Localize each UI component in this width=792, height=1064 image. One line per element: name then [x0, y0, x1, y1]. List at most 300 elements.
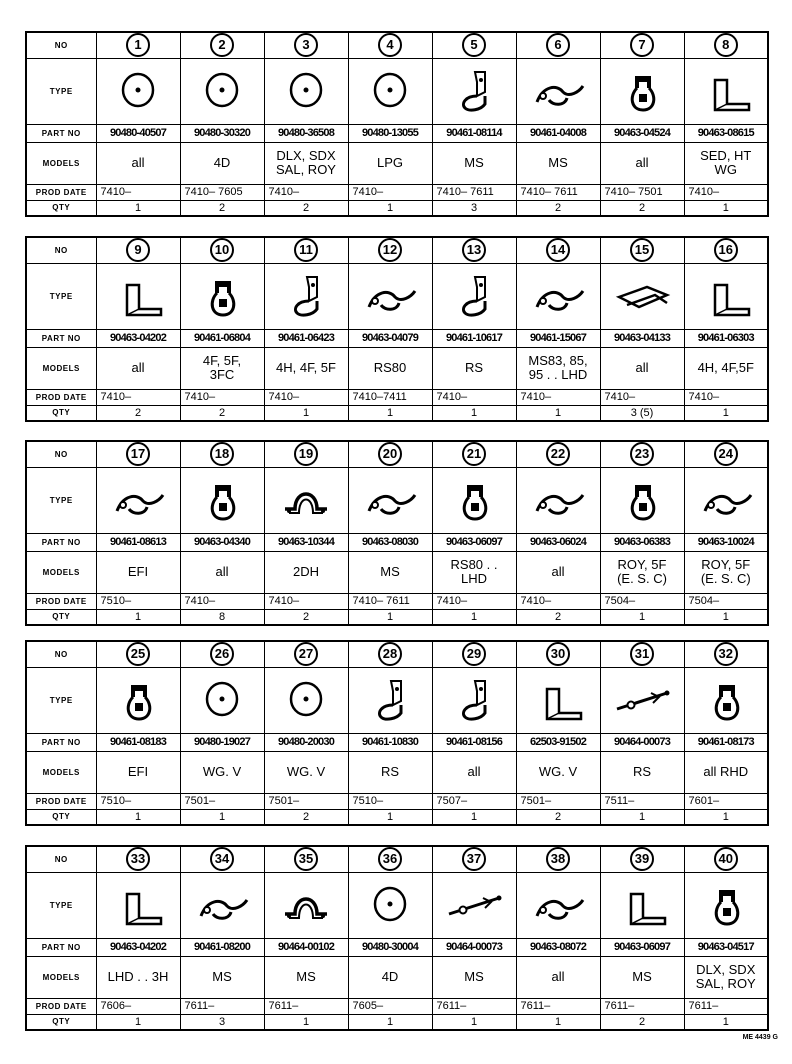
prod-date-cell: 7410– 7611 — [348, 593, 432, 609]
part-number: 90463-04340 — [180, 533, 264, 551]
wire-clamp-icon — [348, 467, 432, 533]
item-number: 35 — [294, 847, 318, 871]
models-cell: RS — [348, 751, 432, 793]
row-label-qty: QTY — [26, 809, 96, 825]
qty-cell: 1 — [432, 609, 516, 625]
models-cell: 4D — [348, 956, 432, 998]
l-clip-icon — [684, 58, 768, 124]
models-cell: all — [96, 347, 180, 389]
row-label-part-no: PART NO — [26, 329, 96, 347]
item-number-cell — [600, 441, 684, 467]
item-number: 4 — [378, 33, 402, 57]
clip-icon — [432, 467, 516, 533]
models-cell: MS83, 85, 95 . . LHD — [516, 347, 600, 389]
row-label-models: MODELS — [26, 956, 96, 998]
prod-date-cell: 7410– — [684, 184, 768, 200]
clip-icon — [180, 467, 264, 533]
row-label-part-no: PART NO — [26, 533, 96, 551]
prod-date-cell: 7410– — [264, 184, 348, 200]
models-cell: MS — [516, 142, 600, 184]
row-prod-date — [26, 793, 768, 809]
part-number: 90461-10617 — [432, 329, 516, 347]
item-number-cell — [96, 641, 180, 667]
prod-date-cell: 7410– — [432, 389, 516, 405]
qty-cell: 2 — [180, 405, 264, 421]
item-number-cell — [96, 237, 180, 263]
qty-cell: 1 — [264, 405, 348, 421]
row-label-models: MODELS — [26, 751, 96, 793]
item-number-cell — [600, 641, 684, 667]
prod-date-cell: 7611– — [180, 998, 264, 1014]
parts-table — [25, 31, 769, 217]
item-number-cell — [432, 32, 516, 58]
models-cell: MS — [432, 956, 516, 998]
wire-clamp-icon — [516, 872, 600, 938]
qty-cell: 1 — [264, 1014, 348, 1030]
part-number: 90461-04008 — [516, 124, 600, 142]
models-cell: MS — [264, 956, 348, 998]
prod-date-cell: 7410– — [600, 389, 684, 405]
item-number-cell — [516, 237, 600, 263]
part-number: 90461-08114 — [432, 124, 516, 142]
prod-date-cell: 7410– — [264, 593, 348, 609]
item-number-cell — [348, 237, 432, 263]
prod-date-cell: 7410– 7501 — [600, 184, 684, 200]
item-number-cell — [600, 237, 684, 263]
models-cell: RS80 . . LHD — [432, 551, 516, 593]
prod-date-cell: 7410– — [180, 389, 264, 405]
row-no — [26, 32, 768, 58]
part-number: 90461-10830 — [348, 733, 432, 751]
part-number: 90463-04202 — [96, 329, 180, 347]
grommet-icon — [180, 58, 264, 124]
qty-cell: 1 — [684, 1014, 768, 1030]
models-cell: all — [516, 551, 600, 593]
models-cell: MS — [432, 142, 516, 184]
item-number-cell — [180, 441, 264, 467]
models-cell: ROY, 5F (E. S. C) — [600, 551, 684, 593]
qty-cell: 1 — [516, 1014, 600, 1030]
bracket-clamp-icon — [264, 263, 348, 329]
item-number: 5 — [462, 33, 486, 57]
qty-cell: 2 — [264, 809, 348, 825]
prod-date-cell: 7410– 7605 — [180, 184, 264, 200]
part-number: 90463-10024 — [684, 533, 768, 551]
item-number-cell — [684, 32, 768, 58]
l-clip-icon — [516, 667, 600, 733]
item-number: 33 — [126, 847, 150, 871]
l-clip-icon — [96, 872, 180, 938]
part-number: 90463-04133 — [600, 329, 684, 347]
row-label-qty: QTY — [26, 200, 96, 216]
flat-clip-icon — [600, 263, 684, 329]
cable-tie-icon — [600, 667, 684, 733]
bracket-clamp-icon — [432, 58, 516, 124]
prod-date-cell: 7504– — [684, 593, 768, 609]
item-number-cell — [684, 846, 768, 872]
row-label-type: TYPE — [26, 263, 96, 329]
qty-cell: 2 — [180, 200, 264, 216]
models-cell: MS — [348, 551, 432, 593]
row-part-no — [26, 124, 768, 142]
parts-table — [25, 440, 769, 626]
models-cell: all — [600, 142, 684, 184]
row-no — [26, 846, 768, 872]
prod-date-cell: 7605– — [348, 998, 432, 1014]
prod-date-cell: 7611– — [264, 998, 348, 1014]
models-cell: WG. V — [264, 751, 348, 793]
qty-cell: 2 — [600, 1014, 684, 1030]
qty-cell: 1 — [348, 809, 432, 825]
prod-date-cell: 7611– — [516, 998, 600, 1014]
prod-date-cell: 7410– — [264, 389, 348, 405]
models-cell: MS — [180, 956, 264, 998]
part-number: 90463-04079 — [348, 329, 432, 347]
row-part-no — [26, 733, 768, 751]
row-label-no: NO — [26, 641, 96, 667]
item-number: 34 — [210, 847, 234, 871]
qty-cell: 1 — [96, 200, 180, 216]
prod-date-cell: 7611– — [432, 998, 516, 1014]
models-cell: RS — [432, 347, 516, 389]
grommet-icon — [264, 667, 348, 733]
row-label-type: TYPE — [26, 872, 96, 938]
qty-cell: 1 — [348, 1014, 432, 1030]
models-cell: ROY, 5F (E. S. C) — [684, 551, 768, 593]
row-prod-date — [26, 593, 768, 609]
row-type — [26, 58, 768, 124]
item-number: 6 — [546, 33, 570, 57]
qty-cell: 1 — [516, 405, 600, 421]
row-qty — [26, 1014, 768, 1030]
part-number: 90463-04202 — [96, 938, 180, 956]
part-number: 90463-10344 — [264, 533, 348, 551]
row-models — [26, 551, 768, 593]
row-models — [26, 142, 768, 184]
models-cell: RS80 — [348, 347, 432, 389]
item-number: 36 — [378, 847, 402, 871]
bracket-clamp-icon — [432, 667, 516, 733]
qty-cell: 8 — [180, 609, 264, 625]
models-cell: LHD . . 3H — [96, 956, 180, 998]
models-cell: all RHD — [684, 751, 768, 793]
part-number: 90461-15067 — [516, 329, 600, 347]
row-label-no: NO — [26, 32, 96, 58]
item-number: 40 — [714, 847, 738, 871]
item-number-cell — [684, 641, 768, 667]
part-number: 90461-06423 — [264, 329, 348, 347]
item-number-cell — [180, 32, 264, 58]
qty-cell: 1 — [432, 405, 516, 421]
part-number: 90464-00073 — [600, 733, 684, 751]
models-cell: all — [516, 956, 600, 998]
qty-cell: 1 — [600, 809, 684, 825]
part-number: 90463-08615 — [684, 124, 768, 142]
item-number: 21 — [462, 442, 486, 466]
item-number: 16 — [714, 238, 738, 262]
cable-tie-icon — [432, 872, 516, 938]
item-number: 17 — [126, 442, 150, 466]
grommet-icon — [96, 58, 180, 124]
row-label-part-no: PART NO — [26, 124, 96, 142]
qty-cell: 2 — [600, 200, 684, 216]
prod-date-cell: 7410– — [516, 389, 600, 405]
qty-cell: 2 — [96, 405, 180, 421]
clip-icon — [684, 667, 768, 733]
parts-table — [25, 640, 769, 826]
part-number: 90461-08183 — [96, 733, 180, 751]
clip-icon — [600, 467, 684, 533]
row-label-part-no: PART NO — [26, 938, 96, 956]
prod-date-cell: 7504– — [600, 593, 684, 609]
part-number: 90480-30320 — [180, 124, 264, 142]
qty-cell: 1 — [96, 809, 180, 825]
item-number: 23 — [630, 442, 654, 466]
item-number-cell — [180, 641, 264, 667]
item-number: 26 — [210, 642, 234, 666]
prod-date-cell: 7510– — [96, 593, 180, 609]
row-part-no — [26, 533, 768, 551]
part-number: 90461-08156 — [432, 733, 516, 751]
item-number-cell — [348, 846, 432, 872]
qty-cell: 2 — [264, 200, 348, 216]
item-number-cell — [432, 441, 516, 467]
item-number: 20 — [378, 442, 402, 466]
row-no — [26, 641, 768, 667]
item-number-cell — [432, 846, 516, 872]
prod-date-cell: 7507– — [432, 793, 516, 809]
part-number: 90463-06024 — [516, 533, 600, 551]
item-number-cell — [684, 237, 768, 263]
part-number: 90461-08173 — [684, 733, 768, 751]
models-cell: 4H, 4F, 5F — [264, 347, 348, 389]
part-number: 90463-06097 — [432, 533, 516, 551]
item-number: 28 — [378, 642, 402, 666]
row-label-prod-date: PROD DATE — [26, 793, 96, 809]
part-number: 90461-08613 — [96, 533, 180, 551]
models-cell: EFI — [96, 551, 180, 593]
part-number: 90464-00073 — [432, 938, 516, 956]
row-label-models: MODELS — [26, 142, 96, 184]
clip-icon — [96, 667, 180, 733]
models-cell: 2DH — [264, 551, 348, 593]
part-number: 90480-30004 — [348, 938, 432, 956]
models-cell: 4D — [180, 142, 264, 184]
clip-icon — [600, 58, 684, 124]
item-number: 14 — [546, 238, 570, 262]
item-number: 15 — [630, 238, 654, 262]
row-part-no — [26, 938, 768, 956]
row-qty — [26, 405, 768, 421]
row-label-prod-date: PROD DATE — [26, 998, 96, 1014]
part-number: 90461-06804 — [180, 329, 264, 347]
item-number-cell — [264, 237, 348, 263]
item-number: 12 — [378, 238, 402, 262]
part-number: 90480-36508 — [264, 124, 348, 142]
item-number-cell — [432, 641, 516, 667]
prod-date-cell: 7410– — [96, 389, 180, 405]
qty-cell: 2 — [264, 609, 348, 625]
saddle-clamp-icon — [264, 872, 348, 938]
item-number: 29 — [462, 642, 486, 666]
models-cell: LPG — [348, 142, 432, 184]
part-number: 90461-08200 — [180, 938, 264, 956]
item-number: 13 — [462, 238, 486, 262]
prod-date-cell: 7611– — [684, 998, 768, 1014]
prod-date-cell: 7511– — [600, 793, 684, 809]
item-number: 9 — [126, 238, 150, 262]
item-number-cell — [516, 641, 600, 667]
row-prod-date — [26, 184, 768, 200]
prod-date-cell: 7510– — [96, 793, 180, 809]
item-number-cell — [684, 441, 768, 467]
row-models — [26, 956, 768, 998]
item-number-cell — [516, 846, 600, 872]
part-number: 90463-08072 — [516, 938, 600, 956]
row-prod-date — [26, 389, 768, 405]
item-number: 1 — [126, 33, 150, 57]
prod-date-cell: 7410– — [180, 593, 264, 609]
item-number-cell — [516, 32, 600, 58]
parts-table — [25, 845, 769, 1031]
models-cell: WG. V — [516, 751, 600, 793]
prod-date-cell: 7501– — [264, 793, 348, 809]
row-qty — [26, 809, 768, 825]
qty-cell: 1 — [348, 405, 432, 421]
row-type — [26, 872, 768, 938]
models-cell: DLX, SDX SAL, ROY — [264, 142, 348, 184]
prod-date-cell: 7410– 7611 — [516, 184, 600, 200]
models-cell: SED, HT WG — [684, 142, 768, 184]
prod-date-cell: 7410– — [96, 184, 180, 200]
footer-code: ME 4439 G — [742, 1034, 778, 1041]
row-label-part-no: PART NO — [26, 733, 96, 751]
l-clip-icon — [96, 263, 180, 329]
item-number: 3 — [294, 33, 318, 57]
item-number-cell — [348, 32, 432, 58]
clip-icon — [180, 263, 264, 329]
qty-cell: 1 — [432, 809, 516, 825]
bracket-clamp-icon — [348, 667, 432, 733]
item-number: 11 — [294, 238, 318, 262]
item-number-cell — [600, 32, 684, 58]
qty-cell: 1 — [348, 200, 432, 216]
row-part-no — [26, 329, 768, 347]
qty-cell: 3 (5) — [600, 405, 684, 421]
qty-cell: 1 — [432, 1014, 516, 1030]
models-cell: EFI — [96, 751, 180, 793]
wire-clamp-icon — [516, 263, 600, 329]
models-cell: all — [180, 551, 264, 593]
row-no — [26, 441, 768, 467]
wire-clamp-icon — [180, 872, 264, 938]
part-number: 90480-40507 — [96, 124, 180, 142]
parts-sheet — [25, 0, 769, 1064]
wire-clamp-icon — [516, 467, 600, 533]
wire-clamp-icon — [684, 467, 768, 533]
row-label-qty: QTY — [26, 405, 96, 421]
models-cell: DLX, SDX SAL, ROY — [684, 956, 768, 998]
item-number-cell — [432, 237, 516, 263]
part-number: 90463-06097 — [600, 938, 684, 956]
prod-date-cell: 7501– — [516, 793, 600, 809]
qty-cell: 1 — [684, 809, 768, 825]
part-number: 90463-06383 — [600, 533, 684, 551]
grommet-icon — [180, 667, 264, 733]
row-label-models: MODELS — [26, 347, 96, 389]
row-no — [26, 237, 768, 263]
l-clip-icon — [684, 263, 768, 329]
row-label-qty: QTY — [26, 609, 96, 625]
grommet-icon — [264, 58, 348, 124]
item-number: 38 — [546, 847, 570, 871]
part-number: 90480-19027 — [180, 733, 264, 751]
part-number: 62503-91502 — [516, 733, 600, 751]
prod-date-cell: 7601– — [684, 793, 768, 809]
item-number: 2 — [210, 33, 234, 57]
prod-date-cell: 7501– — [180, 793, 264, 809]
models-cell: all — [432, 751, 516, 793]
prod-date-cell: 7410– — [432, 593, 516, 609]
row-label-qty: QTY — [26, 1014, 96, 1030]
row-label-no: NO — [26, 237, 96, 263]
qty-cell: 3 — [432, 200, 516, 216]
models-cell: 4H, 4F,5F — [684, 347, 768, 389]
row-label-type: TYPE — [26, 667, 96, 733]
row-label-type: TYPE — [26, 58, 96, 124]
item-number-cell — [264, 441, 348, 467]
item-number: 37 — [462, 847, 486, 871]
item-number: 31 — [630, 642, 654, 666]
item-number: 19 — [294, 442, 318, 466]
item-number: 39 — [630, 847, 654, 871]
saddle-clamp-icon — [264, 467, 348, 533]
row-prod-date — [26, 998, 768, 1014]
item-number-cell — [264, 641, 348, 667]
item-number-cell — [180, 237, 264, 263]
item-number: 25 — [126, 642, 150, 666]
row-models — [26, 751, 768, 793]
item-number-cell — [180, 846, 264, 872]
item-number-cell — [264, 846, 348, 872]
bracket-clamp-icon — [432, 263, 516, 329]
prod-date-cell: 7410– — [516, 593, 600, 609]
item-number-cell — [264, 32, 348, 58]
part-number: 90463-08030 — [348, 533, 432, 551]
part-number: 90463-04524 — [600, 124, 684, 142]
models-cell: all — [600, 347, 684, 389]
models-cell: all — [96, 142, 180, 184]
qty-cell: 2 — [516, 200, 600, 216]
qty-cell: 1 — [684, 609, 768, 625]
part-number: 90463-04517 — [684, 938, 768, 956]
part-number: 90464-00102 — [264, 938, 348, 956]
item-number-cell — [96, 441, 180, 467]
row-qty — [26, 609, 768, 625]
models-cell: 4F, 5F, 3FC — [180, 347, 264, 389]
item-number: 18 — [210, 442, 234, 466]
prod-date-cell: 7410– 7611 — [432, 184, 516, 200]
prod-date-cell: 7606– — [96, 998, 180, 1014]
item-number: 22 — [546, 442, 570, 466]
qty-cell: 2 — [516, 609, 600, 625]
grommet-icon — [348, 58, 432, 124]
item-number: 10 — [210, 238, 234, 262]
item-number: 27 — [294, 642, 318, 666]
item-number-cell — [600, 846, 684, 872]
row-label-no: NO — [26, 846, 96, 872]
wire-clamp-icon — [96, 467, 180, 533]
